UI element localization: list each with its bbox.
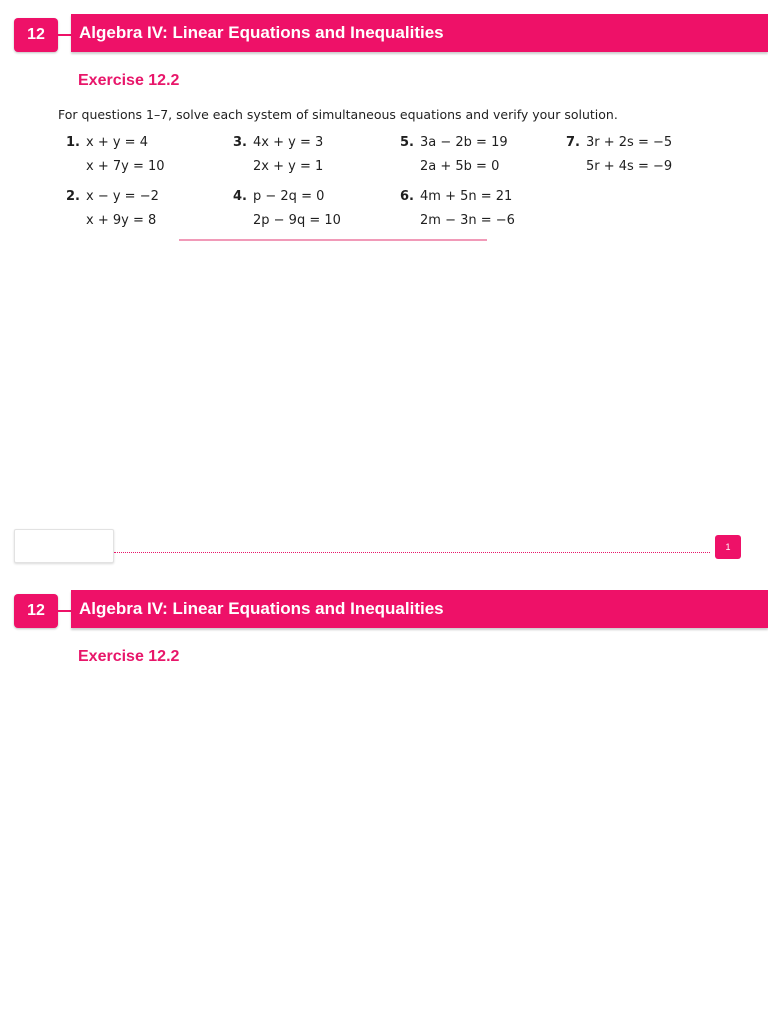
instruction-text: For questions 1–7, solve each system of simultaneous equations and verify your solution. [58, 107, 618, 122]
equation-1: x + y = 4 [86, 135, 148, 150]
exercise-title: Exercise 12.2 [78, 648, 180, 665]
equation-2: 2m − 3n = −6 [420, 213, 515, 228]
exercise-title: Exercise 12.2 [78, 72, 180, 89]
chapter-connector [58, 610, 71, 612]
equation-1: 4x + y = 3 [253, 135, 324, 150]
section-divider [179, 239, 487, 241]
question-number: 3. [233, 135, 247, 150]
chapter-connector [58, 34, 71, 36]
equation-1: 4m + 5n = 21 [420, 189, 513, 204]
equation-2: 2a + 5b = 0 [420, 159, 500, 174]
chapter-header [0, 14, 768, 54]
question-number: 2. [66, 189, 80, 204]
equation-2: 2x + y = 1 [253, 159, 324, 174]
footer-dotted-line [114, 552, 710, 553]
question-number: 7. [566, 135, 580, 150]
equation-2: 2p − 9q = 10 [253, 213, 341, 228]
equation-1: 3r + 2s = −5 [586, 135, 673, 150]
equation-2: x + 7y = 10 [86, 159, 165, 174]
footer-box [14, 529, 114, 563]
equation-1: x − y = −2 [86, 189, 159, 204]
chapter-title: Algebra IV: Linear Equations and Inequalities [71, 590, 768, 628]
question-number: 5. [400, 135, 414, 150]
page-number-badge: 1 [715, 535, 741, 559]
question-number: 4. [233, 189, 247, 204]
question-number: 1. [66, 135, 80, 150]
chapter-title: Algebra IV: Linear Equations and Inequalities [71, 14, 768, 52]
equation-1: p − 2q = 0 [253, 189, 325, 204]
chapter-header [0, 590, 768, 630]
equation-2: 5r + 4s = −9 [586, 159, 673, 174]
chapter-number-badge: 12 [14, 594, 58, 628]
chapter-number-badge: 12 [14, 18, 58, 52]
equation-2: x + 9y = 8 [86, 213, 157, 228]
page-2 [0, 576, 768, 1024]
question-number: 6. [400, 189, 414, 204]
equation-1: 3a − 2b = 19 [420, 135, 508, 150]
